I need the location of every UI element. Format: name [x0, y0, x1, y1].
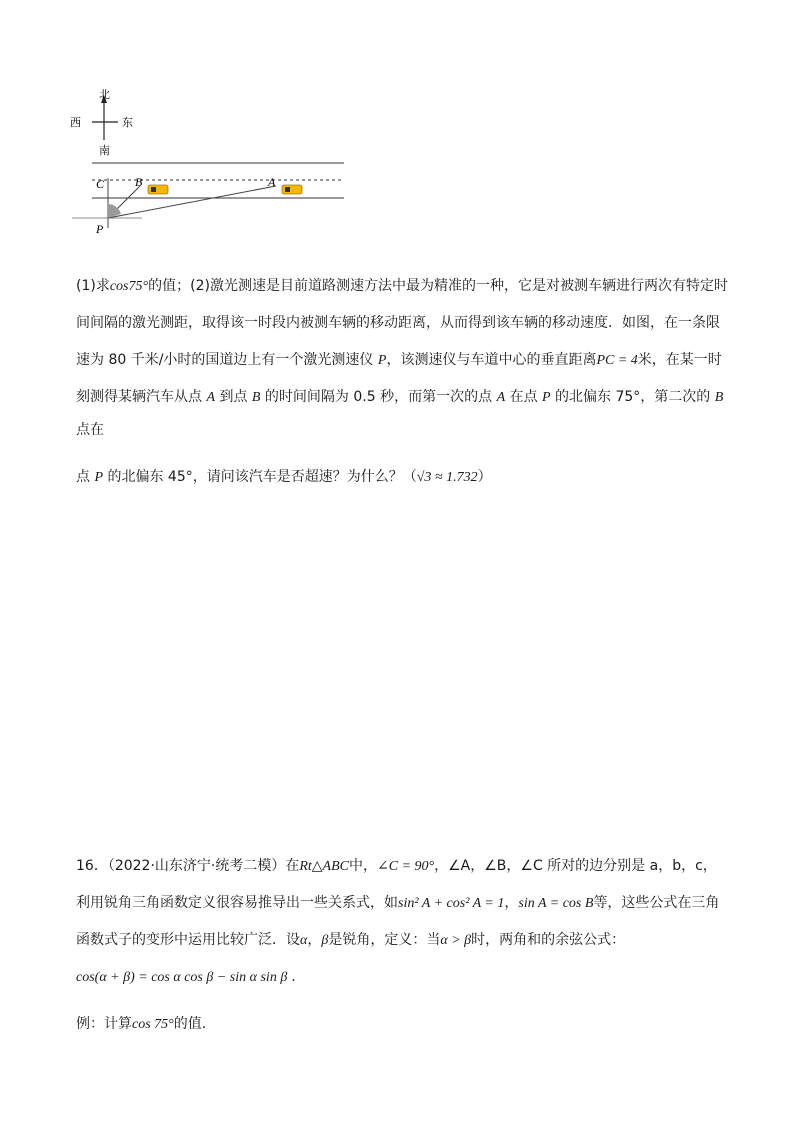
math-cos75: cos75°: [109, 279, 149, 294]
segment-pa: [108, 186, 276, 218]
p16-formula: cos(α + β) = cos α cos β − sin α sin β .: [76, 969, 296, 985]
car-at-a-icon: [282, 185, 302, 194]
math-sqrt3: √3 ≈ 1.732: [416, 470, 478, 485]
p15-line-3: 速为 80 千米/小时的国道边上有一个激光测速仪 P，该测速仪与车道中心的垂直距离PC = 4米，在某一时: [76, 352, 722, 368]
label-p: P: [96, 222, 104, 236]
p16-line-2: 利用锐角三角函数定义很容易推导出一些关系式，如sin² A + cos² A = 1，sin A = cos B等，这些公式在三角: [76, 895, 720, 911]
formula-cos-sum: cos(α + β) = cos α cos β − sin α sin β: [76, 970, 288, 985]
compass-south: 南: [99, 144, 110, 157]
problem-15: [76, 270, 736, 494]
car-at-b-icon: [148, 185, 168, 194]
compass-east: 东: [122, 116, 133, 129]
p15-line-5: 点 P 的北偏东 45°，请问该汽车是否超速？为什么？（√3 ≈ 1.732）: [76, 469, 492, 485]
math-pc4: PC = 4: [596, 353, 638, 368]
compass-west: 西: [70, 116, 81, 129]
p16-line-1: 16．（2022·山东济宁·统考二模）在Rt△ABC中，∠C = 90°，∠A，∠B，∠C 所对的边分别是 a，b，c，: [76, 858, 717, 874]
p15-line-4: 刻测得某辆汽车从点 A 到点 B 的时间间隔为 0.5 秒，而第一次的点 A 在点 P 的北偏东 75°，第二次的 B 点在: [76, 389, 724, 438]
p15-line-1: (1)求cos75°的值；(2)激光测速是目前道路测速方法中最为精准的一种，它是对被测车辆进行两次有特定时: [76, 278, 728, 294]
compass-north: 北: [99, 88, 110, 101]
p15-line-2: 间间隔的激光测距，取得该一时段内被测车辆的移动距离，从而得到该车辆的移动速度．如图，在一条限: [76, 315, 720, 331]
p16-line-3: 函数式子的变形中运用比较广泛．设α，β是锐角，定义：当α > β时，两角和的余弦公式：: [76, 932, 626, 948]
label-a: A: [268, 175, 276, 189]
problem-16: [76, 850, 736, 1041]
label-c: C: [96, 177, 105, 191]
road-diagram: [62, 88, 362, 248]
compass: [70, 88, 133, 157]
label-b: B: [135, 175, 143, 189]
p16-example: 例：计算cos 75°的值．: [76, 1016, 216, 1032]
